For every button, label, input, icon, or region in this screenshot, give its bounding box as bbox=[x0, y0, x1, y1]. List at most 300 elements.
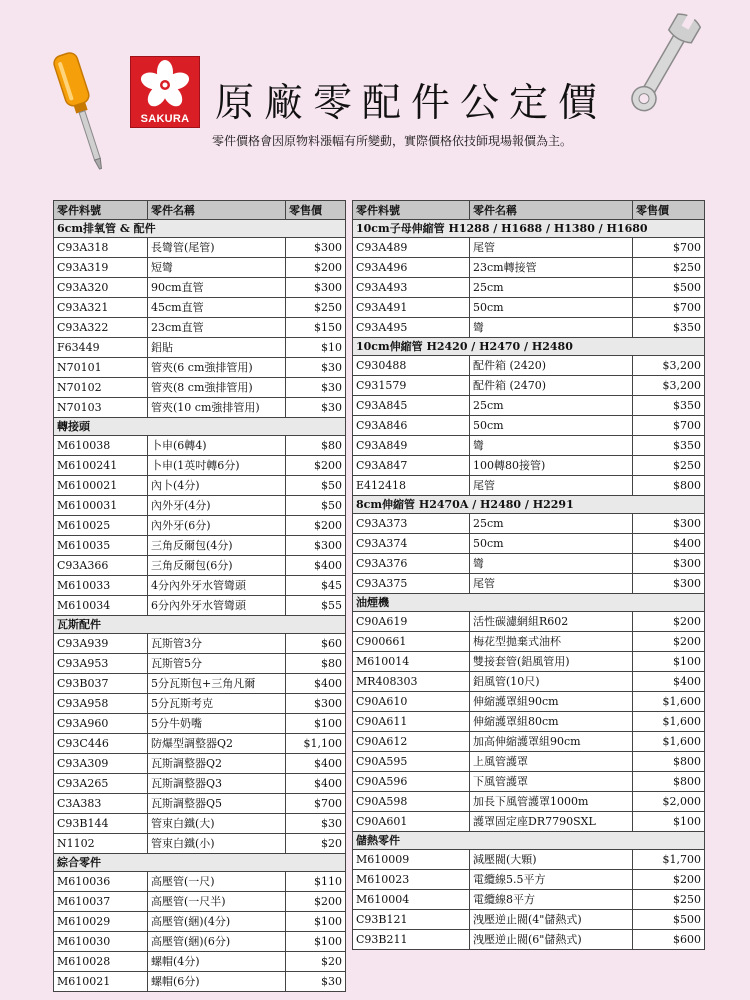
part-name: 三角反爾包(6分) bbox=[148, 556, 286, 576]
part-name: 管束白鐵(大) bbox=[148, 814, 286, 834]
part-price: $300 bbox=[633, 514, 705, 534]
part-price: $800 bbox=[633, 476, 705, 496]
part-price: $350 bbox=[633, 436, 705, 456]
table-row bbox=[353, 456, 705, 476]
part-number: C93A320 bbox=[54, 278, 148, 298]
part-number: C93B037 bbox=[54, 674, 148, 694]
part-number: C93A322 bbox=[54, 318, 148, 338]
section-header bbox=[353, 594, 705, 612]
section-title: 6cm排氧管 & 配件 bbox=[54, 220, 346, 238]
part-price: $700 bbox=[633, 416, 705, 436]
part-number: C90A601 bbox=[353, 812, 470, 832]
part-number: C93B121 bbox=[353, 910, 470, 930]
part-number: C93A960 bbox=[54, 714, 148, 734]
part-price: $400 bbox=[286, 556, 346, 576]
table-row bbox=[353, 870, 705, 890]
part-number: M610035 bbox=[54, 536, 148, 556]
part-number: MR408303 bbox=[353, 672, 470, 692]
part-name: 卜申(1英吋轉6分) bbox=[148, 456, 286, 476]
part-price: $300 bbox=[286, 278, 346, 298]
part-name: 瓦斯管5分 bbox=[148, 654, 286, 674]
table-row bbox=[54, 398, 346, 418]
part-number: M6100031 bbox=[54, 496, 148, 516]
part-name: 6分內外牙水管彎頭 bbox=[148, 596, 286, 616]
part-price: $200 bbox=[286, 892, 346, 912]
part-number: C93A366 bbox=[54, 556, 148, 576]
table-row bbox=[54, 912, 346, 932]
part-price: $50 bbox=[286, 476, 346, 496]
table-row bbox=[54, 734, 346, 754]
part-number: C93A489 bbox=[353, 238, 470, 258]
part-name: 彎 bbox=[470, 436, 633, 456]
col-part-no: 零件料號 bbox=[54, 201, 148, 220]
part-price: $200 bbox=[633, 612, 705, 632]
part-name: 23cm直管 bbox=[148, 318, 286, 338]
section-header bbox=[54, 616, 346, 634]
part-price: $50 bbox=[286, 496, 346, 516]
part-name: 90cm直管 bbox=[148, 278, 286, 298]
part-price: $100 bbox=[633, 812, 705, 832]
table-row bbox=[353, 732, 705, 752]
part-number: C900661 bbox=[353, 632, 470, 652]
part-name: 內外牙(6分) bbox=[148, 516, 286, 536]
table-row bbox=[54, 576, 346, 596]
section-header bbox=[353, 220, 705, 238]
table-row bbox=[54, 674, 346, 694]
table-row bbox=[353, 930, 705, 950]
part-name: 三角反爾包(4分) bbox=[148, 536, 286, 556]
part-number: M610037 bbox=[54, 892, 148, 912]
part-price: $300 bbox=[286, 536, 346, 556]
part-price: $20 bbox=[286, 834, 346, 854]
part-price: $30 bbox=[286, 378, 346, 398]
table-row bbox=[353, 534, 705, 554]
part-number: M610025 bbox=[54, 516, 148, 536]
part-name: 管夾(6 cm強排管用) bbox=[148, 358, 286, 378]
table-row bbox=[54, 358, 346, 378]
table-row bbox=[54, 754, 346, 774]
part-name: 管束白鐵(小) bbox=[148, 834, 286, 854]
table-row bbox=[54, 814, 346, 834]
part-price: $1,700 bbox=[633, 850, 705, 870]
part-name: 減壓閥(大顆) bbox=[470, 850, 633, 870]
table-row bbox=[353, 476, 705, 496]
part-price: $3,200 bbox=[633, 356, 705, 376]
table-row bbox=[353, 376, 705, 396]
table-row bbox=[54, 694, 346, 714]
part-price: $300 bbox=[633, 574, 705, 594]
part-name: 螺帽(4分) bbox=[148, 952, 286, 972]
section-title: 8cm伸縮管 H2470A / H2480 / H2291 bbox=[353, 496, 705, 514]
part-price: $300 bbox=[633, 554, 705, 574]
part-name: 配件箱 (2470) bbox=[470, 376, 633, 396]
table-row bbox=[353, 910, 705, 930]
table-row bbox=[54, 378, 346, 398]
part-price: $200 bbox=[286, 456, 346, 476]
part-price: $100 bbox=[286, 932, 346, 952]
part-number: C93A495 bbox=[353, 318, 470, 338]
part-price: $400 bbox=[286, 754, 346, 774]
part-number: C93A849 bbox=[353, 436, 470, 456]
part-name: 尾管 bbox=[470, 238, 633, 258]
part-price: $350 bbox=[633, 396, 705, 416]
table-row bbox=[54, 714, 346, 734]
part-name: 護罩固定座DR7790SXL bbox=[470, 812, 633, 832]
part-name: 50cm bbox=[470, 534, 633, 554]
part-name: 鋁貼 bbox=[148, 338, 286, 358]
table-row bbox=[353, 574, 705, 594]
part-name: 尾管 bbox=[470, 574, 633, 594]
part-name: 25cm bbox=[470, 278, 633, 298]
part-number: C93A493 bbox=[353, 278, 470, 298]
part-name: 配件箱 (2420) bbox=[470, 356, 633, 376]
part-number: C93A374 bbox=[353, 534, 470, 554]
part-number: C93A847 bbox=[353, 456, 470, 476]
part-name: 5分瓦斯考克 bbox=[148, 694, 286, 714]
part-number: C93A491 bbox=[353, 298, 470, 318]
table-row bbox=[54, 794, 346, 814]
part-name: 高壓管(綑)(4分) bbox=[148, 912, 286, 932]
table-row bbox=[54, 338, 346, 358]
part-name: 彎 bbox=[470, 554, 633, 574]
part-price: $30 bbox=[286, 398, 346, 418]
part-price: $55 bbox=[286, 596, 346, 616]
part-price: $700 bbox=[633, 238, 705, 258]
page-title: 原廠零配件公定價 bbox=[215, 81, 608, 126]
part-price: $100 bbox=[633, 652, 705, 672]
part-number: C93A321 bbox=[54, 298, 148, 318]
part-price: $250 bbox=[633, 258, 705, 278]
table-row bbox=[54, 238, 346, 258]
part-name: 短彎 bbox=[148, 258, 286, 278]
wrench-icon bbox=[625, 8, 703, 120]
part-number: C93A496 bbox=[353, 258, 470, 278]
part-number: C3A383 bbox=[54, 794, 148, 814]
part-number: M6100241 bbox=[54, 456, 148, 476]
part-name: 5分瓦斯包+三角凡爾 bbox=[148, 674, 286, 694]
part-price: $300 bbox=[286, 694, 346, 714]
part-name: 50cm bbox=[470, 416, 633, 436]
part-number: N1102 bbox=[54, 834, 148, 854]
table-row bbox=[353, 396, 705, 416]
part-name: 彎 bbox=[470, 318, 633, 338]
part-number: C93A265 bbox=[54, 774, 148, 794]
part-number: N70101 bbox=[54, 358, 148, 378]
section-title: 油煙機 bbox=[353, 594, 705, 612]
part-name: 卜申(6轉4) bbox=[148, 436, 286, 456]
table-row bbox=[353, 298, 705, 318]
part-price: $30 bbox=[286, 358, 346, 378]
part-name: 加高伸縮護罩組90cm bbox=[470, 732, 633, 752]
table-row bbox=[353, 632, 705, 652]
part-name: 電纜線5.5平方 bbox=[470, 870, 633, 890]
part-price: $700 bbox=[286, 794, 346, 814]
table-row bbox=[54, 834, 346, 854]
part-number: C93A309 bbox=[54, 754, 148, 774]
part-name: 電纜線8平方 bbox=[470, 890, 633, 910]
table-row bbox=[54, 318, 346, 338]
part-price: $200 bbox=[286, 258, 346, 278]
part-number: M610030 bbox=[54, 932, 148, 952]
section-title: 瓦斯配件 bbox=[54, 616, 346, 634]
section-header bbox=[353, 832, 705, 850]
table-row bbox=[54, 496, 346, 516]
part-number: C93C446 bbox=[54, 734, 148, 754]
part-number: M610023 bbox=[353, 870, 470, 890]
part-price: $30 bbox=[286, 972, 346, 992]
part-price: $250 bbox=[633, 456, 705, 476]
table-row bbox=[54, 596, 346, 616]
part-price: $200 bbox=[633, 632, 705, 652]
part-price: $200 bbox=[286, 516, 346, 536]
part-price: $200 bbox=[633, 870, 705, 890]
part-number: C93A376 bbox=[353, 554, 470, 574]
part-name: 45cm直管 bbox=[148, 298, 286, 318]
table-row bbox=[353, 712, 705, 732]
part-price: $100 bbox=[286, 714, 346, 734]
part-price: $500 bbox=[633, 278, 705, 298]
left-parts-table bbox=[53, 200, 346, 992]
table-row bbox=[353, 812, 705, 832]
part-name: 高壓管(綑)(6分) bbox=[148, 932, 286, 952]
part-number: M610004 bbox=[353, 890, 470, 910]
part-name: 螺帽(6分) bbox=[148, 972, 286, 992]
part-number: M610029 bbox=[54, 912, 148, 932]
part-price: $800 bbox=[633, 772, 705, 792]
table-row bbox=[54, 298, 346, 318]
part-price: $600 bbox=[633, 930, 705, 950]
part-number: C93A373 bbox=[353, 514, 470, 534]
part-number: M610009 bbox=[353, 850, 470, 870]
part-name: 加長下風管護罩1000m bbox=[470, 792, 633, 812]
part-number: C931579 bbox=[353, 376, 470, 396]
part-name: 25cm bbox=[470, 396, 633, 416]
table-row bbox=[54, 258, 346, 278]
part-number: M610021 bbox=[54, 972, 148, 992]
table-row bbox=[54, 634, 346, 654]
part-name: 防爆型調整器Q2 bbox=[148, 734, 286, 754]
table-row bbox=[54, 654, 346, 674]
table-row bbox=[353, 692, 705, 712]
part-number: C90A595 bbox=[353, 752, 470, 772]
section-header bbox=[54, 854, 346, 872]
table-row bbox=[54, 972, 346, 992]
part-number: C93B211 bbox=[353, 930, 470, 950]
table-header bbox=[353, 201, 705, 220]
col-part-no: 零件料號 bbox=[353, 201, 470, 220]
table-row bbox=[353, 612, 705, 632]
section-title: 儲熱零件 bbox=[353, 832, 705, 850]
section-title: 10cm伸縮管 H2420 / H2470 / H2480 bbox=[353, 338, 705, 356]
part-number: C90A612 bbox=[353, 732, 470, 752]
part-price: $1,100 bbox=[286, 734, 346, 754]
page-header bbox=[0, 0, 750, 190]
part-price: $30 bbox=[286, 814, 346, 834]
col-part-name: 零件名稱 bbox=[470, 201, 633, 220]
part-name: 洩壓逆止閥(4"儲熱式) bbox=[470, 910, 633, 930]
part-number: C93A319 bbox=[54, 258, 148, 278]
part-number: C93A953 bbox=[54, 654, 148, 674]
part-price: $2,000 bbox=[633, 792, 705, 812]
table-row bbox=[353, 318, 705, 338]
table-row bbox=[54, 556, 346, 576]
part-number: C93A939 bbox=[54, 634, 148, 654]
part-number: M610034 bbox=[54, 596, 148, 616]
part-name: 長彎管(尾管) bbox=[148, 238, 286, 258]
part-price: $80 bbox=[286, 654, 346, 674]
table-row bbox=[54, 456, 346, 476]
logo-text: SAKURA bbox=[140, 113, 190, 125]
table-row bbox=[353, 514, 705, 534]
part-name: 25cm bbox=[470, 514, 633, 534]
part-name: 管夾(10 cm強排管用) bbox=[148, 398, 286, 418]
part-price: $300 bbox=[286, 238, 346, 258]
part-name: 下風管護罩 bbox=[470, 772, 633, 792]
col-price: 零售價 bbox=[286, 201, 346, 220]
part-name: 管夾(8 cm強排管用) bbox=[148, 378, 286, 398]
part-name: 5分牛奶嘴 bbox=[148, 714, 286, 734]
part-number: C90A611 bbox=[353, 712, 470, 732]
part-price: $3,200 bbox=[633, 376, 705, 396]
table-row bbox=[353, 258, 705, 278]
part-number: C93A845 bbox=[353, 396, 470, 416]
part-price: $20 bbox=[286, 952, 346, 972]
part-price: $100 bbox=[286, 912, 346, 932]
table-row bbox=[353, 278, 705, 298]
screwdriver-icon bbox=[50, 48, 112, 176]
part-number: C93A318 bbox=[54, 238, 148, 258]
part-price: $10 bbox=[286, 338, 346, 358]
part-name: 100轉80接管) bbox=[470, 456, 633, 476]
part-name: 雙接套管(鋁風管用) bbox=[470, 652, 633, 672]
table-row bbox=[54, 436, 346, 456]
part-number: C90A596 bbox=[353, 772, 470, 792]
table-row bbox=[54, 952, 346, 972]
part-price: $1,600 bbox=[633, 732, 705, 752]
table-row bbox=[54, 892, 346, 912]
section-title: 綜合零件 bbox=[54, 854, 346, 872]
table-row bbox=[353, 416, 705, 436]
part-price: $80 bbox=[286, 436, 346, 456]
part-name: 23cm轉接管 bbox=[470, 258, 633, 278]
part-name: 瓦斯調整器Q2 bbox=[148, 754, 286, 774]
table-row bbox=[353, 890, 705, 910]
part-number: C93A375 bbox=[353, 574, 470, 594]
section-header bbox=[54, 220, 346, 238]
part-name: 瓦斯調整器Q5 bbox=[148, 794, 286, 814]
col-part-name: 零件名稱 bbox=[148, 201, 286, 220]
part-name: 高壓管(一尺) bbox=[148, 872, 286, 892]
part-number: M610036 bbox=[54, 872, 148, 892]
part-number: F63449 bbox=[54, 338, 148, 358]
section-title: 轉接頭 bbox=[54, 418, 346, 436]
part-name: 瓦斯調整器Q3 bbox=[148, 774, 286, 794]
part-number: M6100021 bbox=[54, 476, 148, 496]
part-price: $45 bbox=[286, 576, 346, 596]
table-row bbox=[353, 652, 705, 672]
part-price: $350 bbox=[633, 318, 705, 338]
part-price: $400 bbox=[286, 774, 346, 794]
part-price: $250 bbox=[286, 298, 346, 318]
section-title: 10cm子母伸縮管 H1288 / H1688 / H1380 / H1680 bbox=[353, 220, 705, 238]
part-name: 上風管護罩 bbox=[470, 752, 633, 772]
part-number: C93B144 bbox=[54, 814, 148, 834]
part-price: $400 bbox=[633, 534, 705, 554]
part-name: 瓦斯管3分 bbox=[148, 634, 286, 654]
part-name: 伸縮護罩組90cm bbox=[470, 692, 633, 712]
page-subtitle: 零件價格會因原物料漲幅有所變動，實際價格依技師現場報價為主。 bbox=[212, 134, 573, 148]
right-parts-table bbox=[352, 200, 705, 950]
col-price: 零售價 bbox=[633, 201, 705, 220]
part-name: 鋁風管(10尺) bbox=[470, 672, 633, 692]
part-name: 內卜(4分) bbox=[148, 476, 286, 496]
sakura-flower-icon bbox=[135, 59, 195, 111]
table-row bbox=[54, 774, 346, 794]
table-row bbox=[353, 356, 705, 376]
table-row bbox=[54, 278, 346, 298]
part-price: $1,600 bbox=[633, 712, 705, 732]
part-number: N70102 bbox=[54, 378, 148, 398]
sakura-logo bbox=[130, 56, 200, 128]
part-number: M610038 bbox=[54, 436, 148, 456]
part-price: $1,600 bbox=[633, 692, 705, 712]
part-name: 內外牙(4分) bbox=[148, 496, 286, 516]
part-name: 高壓管(一尺半) bbox=[148, 892, 286, 912]
section-header bbox=[54, 418, 346, 436]
part-price: $400 bbox=[633, 672, 705, 692]
part-price: $400 bbox=[286, 674, 346, 694]
part-number: M610028 bbox=[54, 952, 148, 972]
part-number: C90A598 bbox=[353, 792, 470, 812]
table-row bbox=[54, 872, 346, 892]
part-number: E412418 bbox=[353, 476, 470, 496]
part-number: C93A958 bbox=[54, 694, 148, 714]
table-row bbox=[353, 238, 705, 258]
table-row bbox=[353, 436, 705, 456]
table-row bbox=[353, 772, 705, 792]
table-row bbox=[54, 932, 346, 952]
part-price: $250 bbox=[633, 890, 705, 910]
table-row bbox=[54, 476, 346, 496]
part-name: 4分內外牙水管彎頭 bbox=[148, 576, 286, 596]
part-name: 洩壓逆止閥(6"儲熱式) bbox=[470, 930, 633, 950]
table-row bbox=[54, 516, 346, 536]
section-header bbox=[353, 338, 705, 356]
table-row bbox=[353, 672, 705, 692]
table-row bbox=[353, 554, 705, 574]
part-name: 伸縮護罩組80cm bbox=[470, 712, 633, 732]
table-row bbox=[54, 536, 346, 556]
part-price: $60 bbox=[286, 634, 346, 654]
part-number: C90A619 bbox=[353, 612, 470, 632]
part-price: $110 bbox=[286, 872, 346, 892]
part-number: M610033 bbox=[54, 576, 148, 596]
table-row bbox=[353, 850, 705, 870]
part-number: C90A610 bbox=[353, 692, 470, 712]
part-name: 活性碳濾網組R602 bbox=[470, 612, 633, 632]
part-number: M610014 bbox=[353, 652, 470, 672]
part-number: C930488 bbox=[353, 356, 470, 376]
table-row bbox=[353, 752, 705, 772]
section-header bbox=[353, 496, 705, 514]
part-name: 尾管 bbox=[470, 476, 633, 496]
table-row bbox=[353, 792, 705, 812]
part-price: $500 bbox=[633, 910, 705, 930]
part-number: N70103 bbox=[54, 398, 148, 418]
part-name: 梅花型拋棄式油杯 bbox=[470, 632, 633, 652]
part-name: 50cm bbox=[470, 298, 633, 318]
part-price: $800 bbox=[633, 752, 705, 772]
